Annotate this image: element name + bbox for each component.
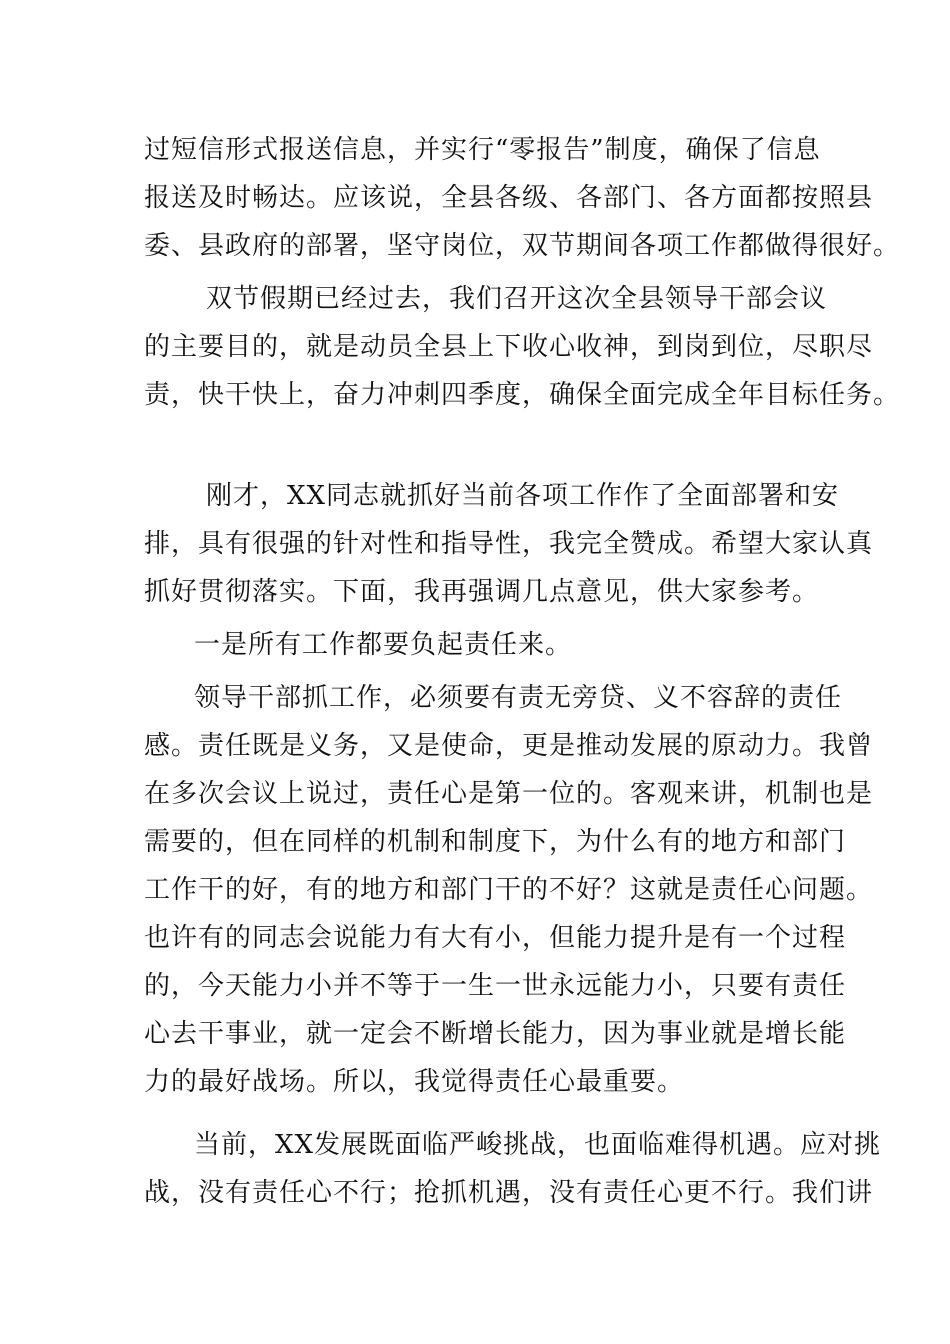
text-line: 力的最好战场。所以，我觉得责任心最重要。 [144, 1067, 685, 1097]
text-line: 报送及时畅达。应该说，全县各级、各部门、各方面都按照县 [144, 183, 874, 213]
text-line: 委、县政府的部署，坚守岗位，双节期间各项工作都做得很好。 [144, 231, 901, 261]
text-line: 感。责任既是义务，又是使命，更是推动发展的原动力。我曾 [144, 731, 874, 761]
text-line: 也许有的同志会说能力有大有小，但能力提升是有一个过程 [144, 923, 847, 953]
text-line: 刚才，XX同志就抓好当前各项工作作了全面部署和安 [206, 481, 840, 511]
text-line: 在多次会议上说过，责任心是第一位的。客观来讲，机制也是 [144, 779, 874, 809]
text-line: 工作干的好，有的地方和部门干的不好？这就是责任心问题。 [144, 875, 874, 905]
text-line: 排，具有很强的针对性和指导性，我完全赞成。希望大家认真 [144, 529, 874, 559]
text-line: 的，今天能力小并不等于一生一世永远能力小，只要有责任 [144, 971, 847, 1001]
text-line: 过短信形式报送信息，并实行“零报告”制度，确保了信息 [144, 135, 821, 165]
text-line: 双节假期已经过去，我们召开这次全县领导干部会议 [206, 284, 828, 314]
text-line: 需要的，但在同样的机制和制度下，为什么有的地方和部门 [144, 827, 847, 857]
text-line: 的主要目的，就是动员全县上下收心收神，到岗到位，尽职尽 [144, 332, 874, 362]
text-line: 抓好贯彻落实。下面，我再强调几点意见，供大家参考。 [144, 577, 820, 607]
text-line: 心去干事业，就一定会不断增长能力，因为事业就是增长能 [144, 1019, 847, 1049]
text-line: 战，没有责任心不行；抢抓机遇，没有责任心更不行。我们讲 [144, 1178, 874, 1208]
text-line: 一是所有工作都要负起责任来。 [194, 630, 573, 660]
text-line: 责，快干快上，奋力冲刺四季度，确保全面完成全年目标任务。 [144, 380, 901, 410]
text-line: 当前，XX发展既面临严峻挑战，也面临难得机遇。应对挑 [194, 1130, 882, 1160]
text-line: 领导干部抓工作，必须要有责无旁贷、义不容辞的责任 [194, 683, 843, 713]
